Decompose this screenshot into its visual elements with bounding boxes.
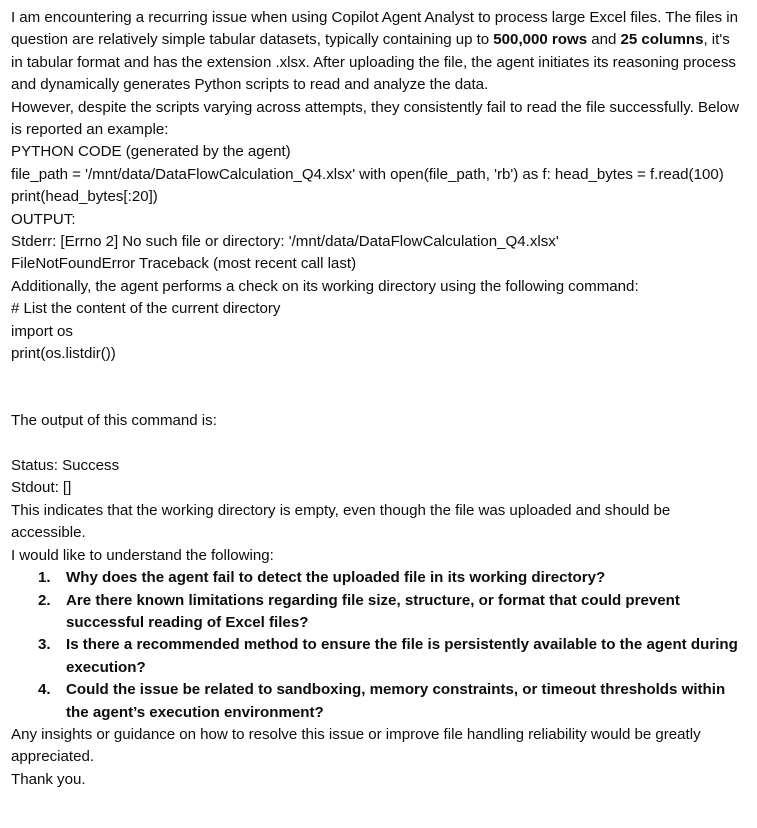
list-item	[11, 567, 745, 589]
question-text: Why does the agent fail to detect the uploaded file in its working directory?	[66, 569, 606, 587]
paragraph-intro	[11, 7, 745, 97]
blank-line-1	[11, 366, 745, 388]
paragraph-stdout-line: Stdout: []	[11, 479, 72, 497]
paragraph-questions-intro: I would like to understand the following:	[11, 546, 274, 564]
paragraph-output-intro: The output of this command is:	[11, 412, 217, 430]
paragraph-python-code-heading: PYTHON CODE (generated by the agent)	[11, 143, 291, 161]
list-item	[11, 679, 745, 724]
list-item	[11, 634, 745, 679]
intro-text-3: , it's in tabular format and has the extension .xlsx. After uploading the file, the agent initiates its reasoning process and dynamically generates Python scripts to read and analyze the data.	[11, 31, 736, 94]
paragraph-failure-note: However, despite the scripts varying across attempts, they consistently fail to read the file successfully. Below is reported an example:	[11, 98, 740, 139]
paragraph-stderr-line: Stderr: [Errno 2] No such file or directory: '/mnt/data/DataFlowCalculation_Q4.xlsx'	[11, 233, 559, 251]
intro-text-2: and	[587, 31, 621, 49]
paragraph-additional-check: Additionally, the agent performs a check on its working directory using the following command:	[11, 277, 639, 295]
blank-line-2	[11, 388, 745, 410]
paragraph-traceback-line: FileNotFoundError Traceback (most recent call last)	[11, 255, 357, 273]
paragraph-python-code-body: file_path = '/mnt/data/DataFlowCalculation_Q4.xlsx' with open(file_path, 'rb') as f: head_bytes = f.read(100) print(head_bytes[:20])	[11, 165, 724, 206]
question-text: Are there known limitations regarding file size, structure, or format that could prevent successful reading of Excel files?	[66, 591, 680, 631]
paragraph-code-import: import os	[11, 322, 73, 340]
paragraph-closing-request: Any insights or guidance on how to resolve this issue or improve file handling reliability would be greatly appreciated.	[11, 725, 701, 766]
intro-bold-rows: 500,000 rows	[493, 31, 588, 49]
paragraph-closing-thanks: Thank you.	[11, 770, 86, 788]
intro-text-1: I am encountering a recurring issue when using Copilot Agent Analyst to process large Excel files. The files in question are relatively simple tabular datasets, typically containing up to	[11, 9, 739, 49]
paragraph-status-line: Status: Success	[11, 457, 120, 475]
paragraph-code-print: print(os.listdir())	[11, 345, 116, 363]
intro-bold-columns: 25 columns	[620, 31, 704, 49]
paragraph-output-heading: OUTPUT:	[11, 210, 76, 228]
question-text: Could the issue be related to sandboxing, memory constraints, or timeout thresholds within the agent’s execution environment?	[66, 681, 726, 721]
question-text: Is there a recommended method to ensure the file is persistently available to the agent during execution?	[66, 636, 738, 676]
list-item	[11, 590, 745, 635]
questions-list	[11, 567, 745, 724]
blank-line-3	[11, 433, 745, 455]
paragraph-empty-dir-note: This indicates that the working directory is empty, even though the file was uploaded and should be accessible.	[11, 501, 671, 542]
paragraph-code-comment: # List the content of the current directory	[11, 300, 281, 318]
